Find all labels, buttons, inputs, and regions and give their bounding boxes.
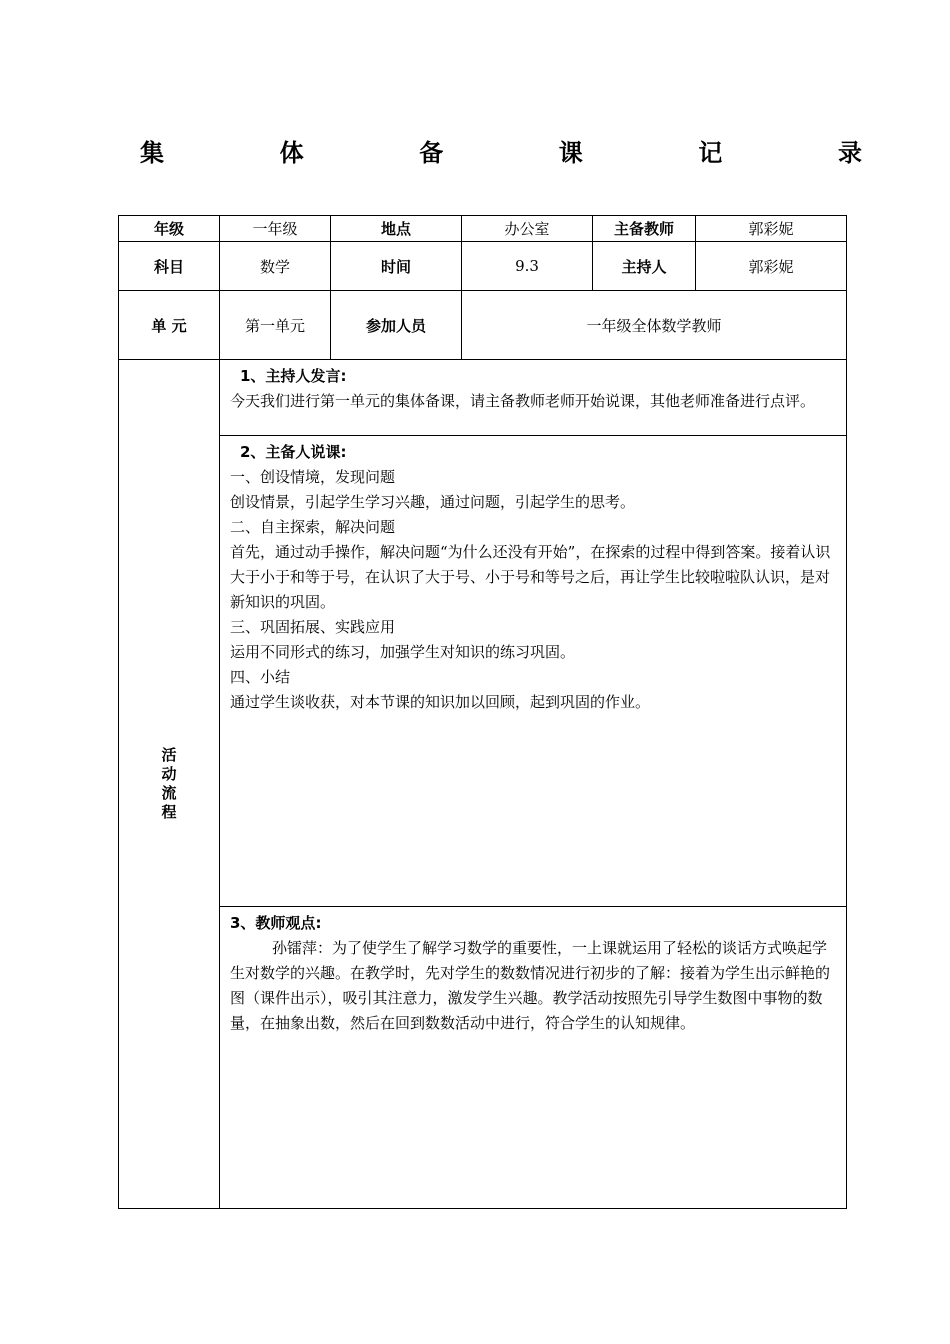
unit-value: 第一单元 xyxy=(220,291,331,360)
row-subject xyxy=(119,242,847,291)
title-char-1: 集 xyxy=(140,138,164,167)
section-2-line-5: 三、巩固拓展、实践应用 xyxy=(230,618,396,636)
title-char-4: 课 xyxy=(558,138,583,167)
section-lesson-talk xyxy=(220,436,847,907)
participants-value: 一年级全体数学教师 xyxy=(462,291,847,360)
section-2-line-3: 二、自主探索，解决问题 xyxy=(230,518,396,536)
section-1-heading: 1、主持人发言: xyxy=(240,367,347,385)
host-label: 主持人 xyxy=(593,242,696,291)
activity-label-cell xyxy=(119,360,220,1209)
row-section-1 xyxy=(119,360,847,436)
row-section-2 xyxy=(119,436,847,907)
participants-label: 参加人员 xyxy=(331,291,462,360)
grade-value: 一年级 xyxy=(220,216,331,242)
section-3-heading: 3、教师观点: xyxy=(230,914,322,932)
section-3-text: 孙镭萍：为了使学生了解学习数学的重要性，一上课就运用了轻松的谈话方式唤起学生对数学的兴趣。在教学时，先对学生的数数情况进行初步的了解：接着为学生出示鲜艳的图（课件出示），吸引其注意力，激发学生兴趣。教学活动按照先引导学生数图中事物的数量，在抽象出数，然后在回到数数活动中进行，符合学生的认知规律。 xyxy=(230,939,831,1032)
section-2-heading: 2、主备人说课: xyxy=(240,443,347,461)
row-section-3 xyxy=(119,907,847,1209)
unit-label: 单 元 xyxy=(119,291,220,360)
section-2-line-8: 通过学生谈收获，对本节课的知识加以回顾，起到巩固的作业。 xyxy=(230,693,651,711)
time-label: 时间 xyxy=(331,242,462,291)
host-value: 郭彩妮 xyxy=(696,242,847,291)
title-char-5: 记 xyxy=(698,138,723,167)
subject-label: 科目 xyxy=(119,242,220,291)
section-2-line-1: 一、创设情境，发现问题 xyxy=(230,468,396,486)
title-char-6: 录 xyxy=(837,138,862,167)
record-table xyxy=(118,215,847,1209)
section-2-line-4: 首先，通过动手操作，解决问题“为什么还没有开始”，在探索的过程中得到答案。接着认识大于小于和等于号，在认识了大于号、小于号和等号之后，再让学生比较啦啦队认识，是对新知识的巩固。 xyxy=(230,543,831,611)
grade-label: 年级 xyxy=(119,216,220,242)
subject-value: 数学 xyxy=(220,242,331,291)
section-host-speech xyxy=(220,360,847,436)
activity-label: 活动流程 xyxy=(161,746,177,821)
location-value: 办公室 xyxy=(462,216,593,242)
title-char-3: 备 xyxy=(419,138,444,167)
section-2-line-7: 四、小结 xyxy=(230,668,291,686)
section-teacher-views xyxy=(220,907,847,1209)
location-label: 地点 xyxy=(331,216,462,242)
lead-teacher-value: 郭彩妮 xyxy=(696,216,847,242)
section-2-line-6: 运用不同形式的练习，加强学生对知识的练习巩固。 xyxy=(230,643,576,661)
time-value: 9.3 xyxy=(462,242,593,291)
title-char-2: 体 xyxy=(279,138,304,167)
page-title xyxy=(140,130,862,170)
row-grade xyxy=(119,216,847,242)
row-unit xyxy=(119,291,847,360)
lead-teacher-label: 主备教师 xyxy=(593,216,696,242)
section-1-text: 今天我们进行第一单元的集体备课，请主备教师老师开始说课，其他老师准备进行点评。 xyxy=(230,392,816,410)
section-2-line-2: 创设情景，引起学生学习兴趣，通过问题，引起学生的思考。 xyxy=(230,493,636,511)
